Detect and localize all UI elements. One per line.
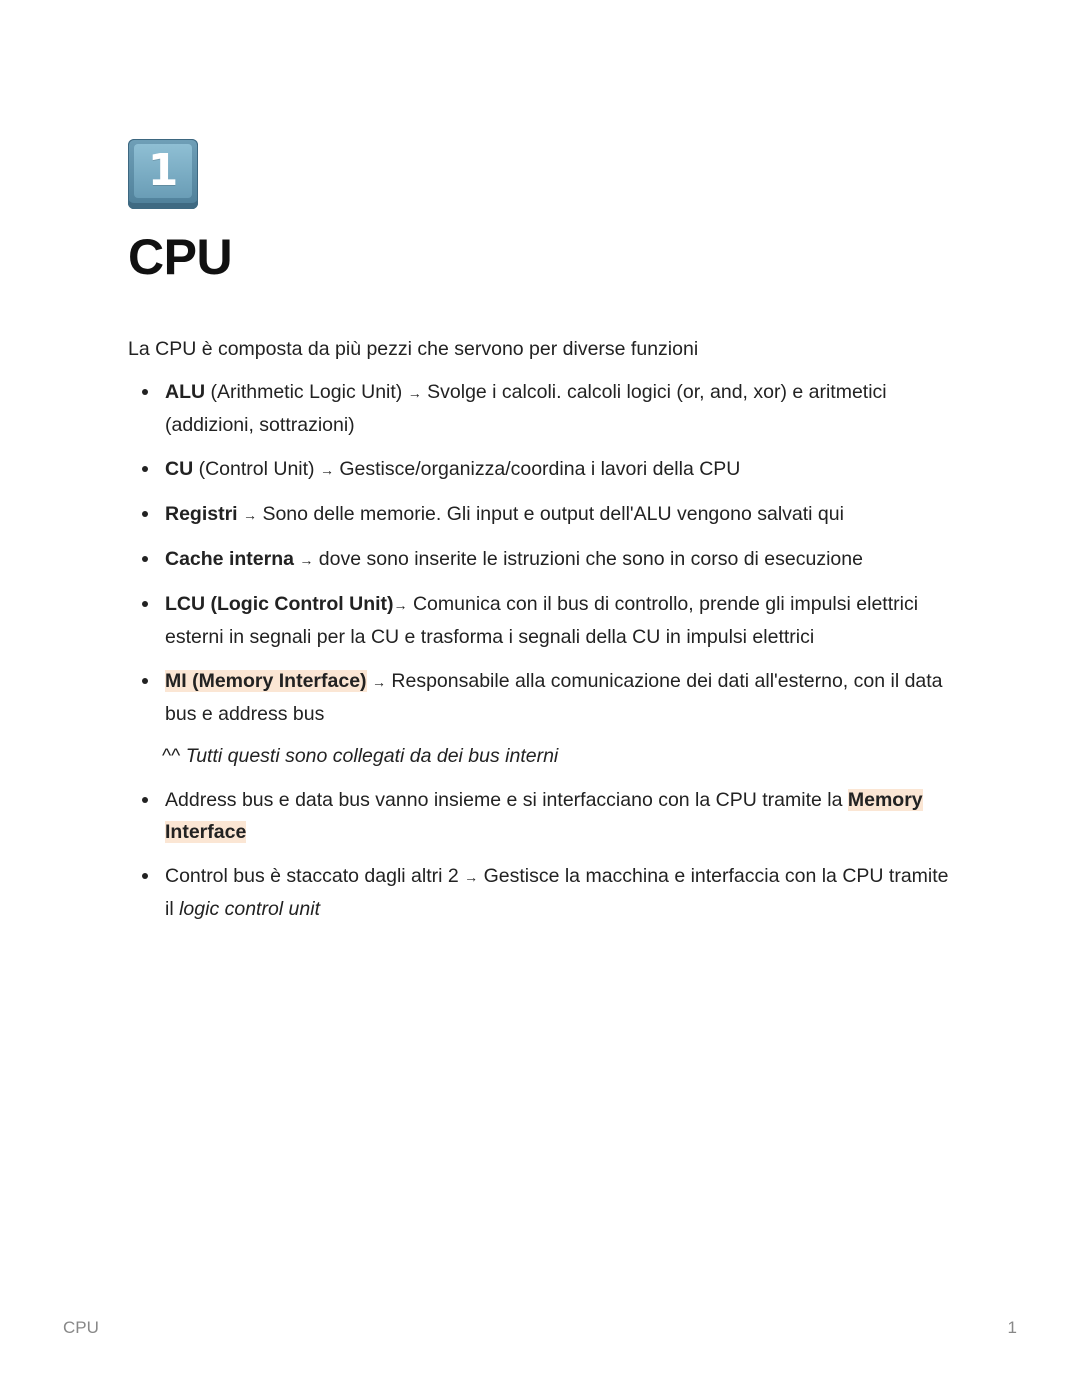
term: Cache interna: [165, 548, 294, 570]
page-title: CPU: [128, 229, 233, 285]
memory-interface-highlight: Memory Interface: [165, 789, 923, 843]
list-item-cu: CU (Control Unit) → Gestisce/organizza/coordina i lavori della CPU: [128, 453, 958, 486]
list-item-cache: Cache interna → dove sono inserite le istruzioni che sono in corso di esecuzione: [128, 543, 958, 576]
list-item-mi: MI (Memory Interface) → Responsabile alla comunicazione dei dati all'esterno, con il data bus e address bus: [128, 665, 958, 730]
term: LCU (Logic Control Unit): [165, 593, 394, 615]
logic-control-unit-italic: logic control unit: [179, 898, 321, 920]
intro-paragraph: La CPU è composta da più pezzi che servono per diverse funzioni: [128, 338, 699, 360]
list-item-registri: Registri → Sono delle memorie. Gli input e output dell'ALU vengono salvati qui: [128, 498, 958, 531]
list-item-address-data-bus: Address bus e data bus vanno insieme e si interfacciano con la CPU tramite la Memory Interface: [128, 784, 958, 848]
arrow-icon: →: [319, 462, 334, 478]
keycap-digit: 1: [147, 145, 179, 196]
term: CU: [165, 458, 194, 480]
page-content: [128, 139, 958, 937]
keycap-digit-one-icon: [128, 139, 198, 209]
bus-list: [128, 784, 958, 925]
arrow-icon: →: [299, 552, 314, 568]
arrow-icon: →: [464, 869, 479, 885]
note-internal-bus: ^^ Tutti questi sono collegati da dei bus interni: [162, 745, 559, 767]
arrow-icon: →: [393, 597, 408, 613]
term-highlighted: MI (Memory Interface): [165, 670, 367, 692]
list-item-alu: ALU (Arithmetic Logic Unit) → Svolge i calcoli. calcoli logici (or, and, xor) e aritmetici (addizioni, sottrazioni): [128, 376, 958, 441]
footer-title: CPU: [63, 1318, 99, 1337]
page-number: 1: [1007, 1318, 1017, 1337]
arrow-icon: →: [407, 385, 422, 401]
arrow-icon: →: [243, 507, 258, 523]
list-item-control-bus: Control bus è staccato dagli altri 2 → Gestisce la macchina e interfaccia con la CPU tramite il logic control unit: [128, 860, 958, 925]
list-item-lcu: LCU (Logic Control Unit)→ Comunica con il bus di controllo, prende gli impulsi elettrici esterni in segnali per la CU e trasforma i segnali della CU in impulsi elettrici: [128, 588, 958, 653]
term: Registri: [165, 503, 238, 525]
term: ALU: [165, 381, 206, 403]
components-list: [128, 376, 958, 730]
arrow-icon: →: [371, 674, 386, 690]
